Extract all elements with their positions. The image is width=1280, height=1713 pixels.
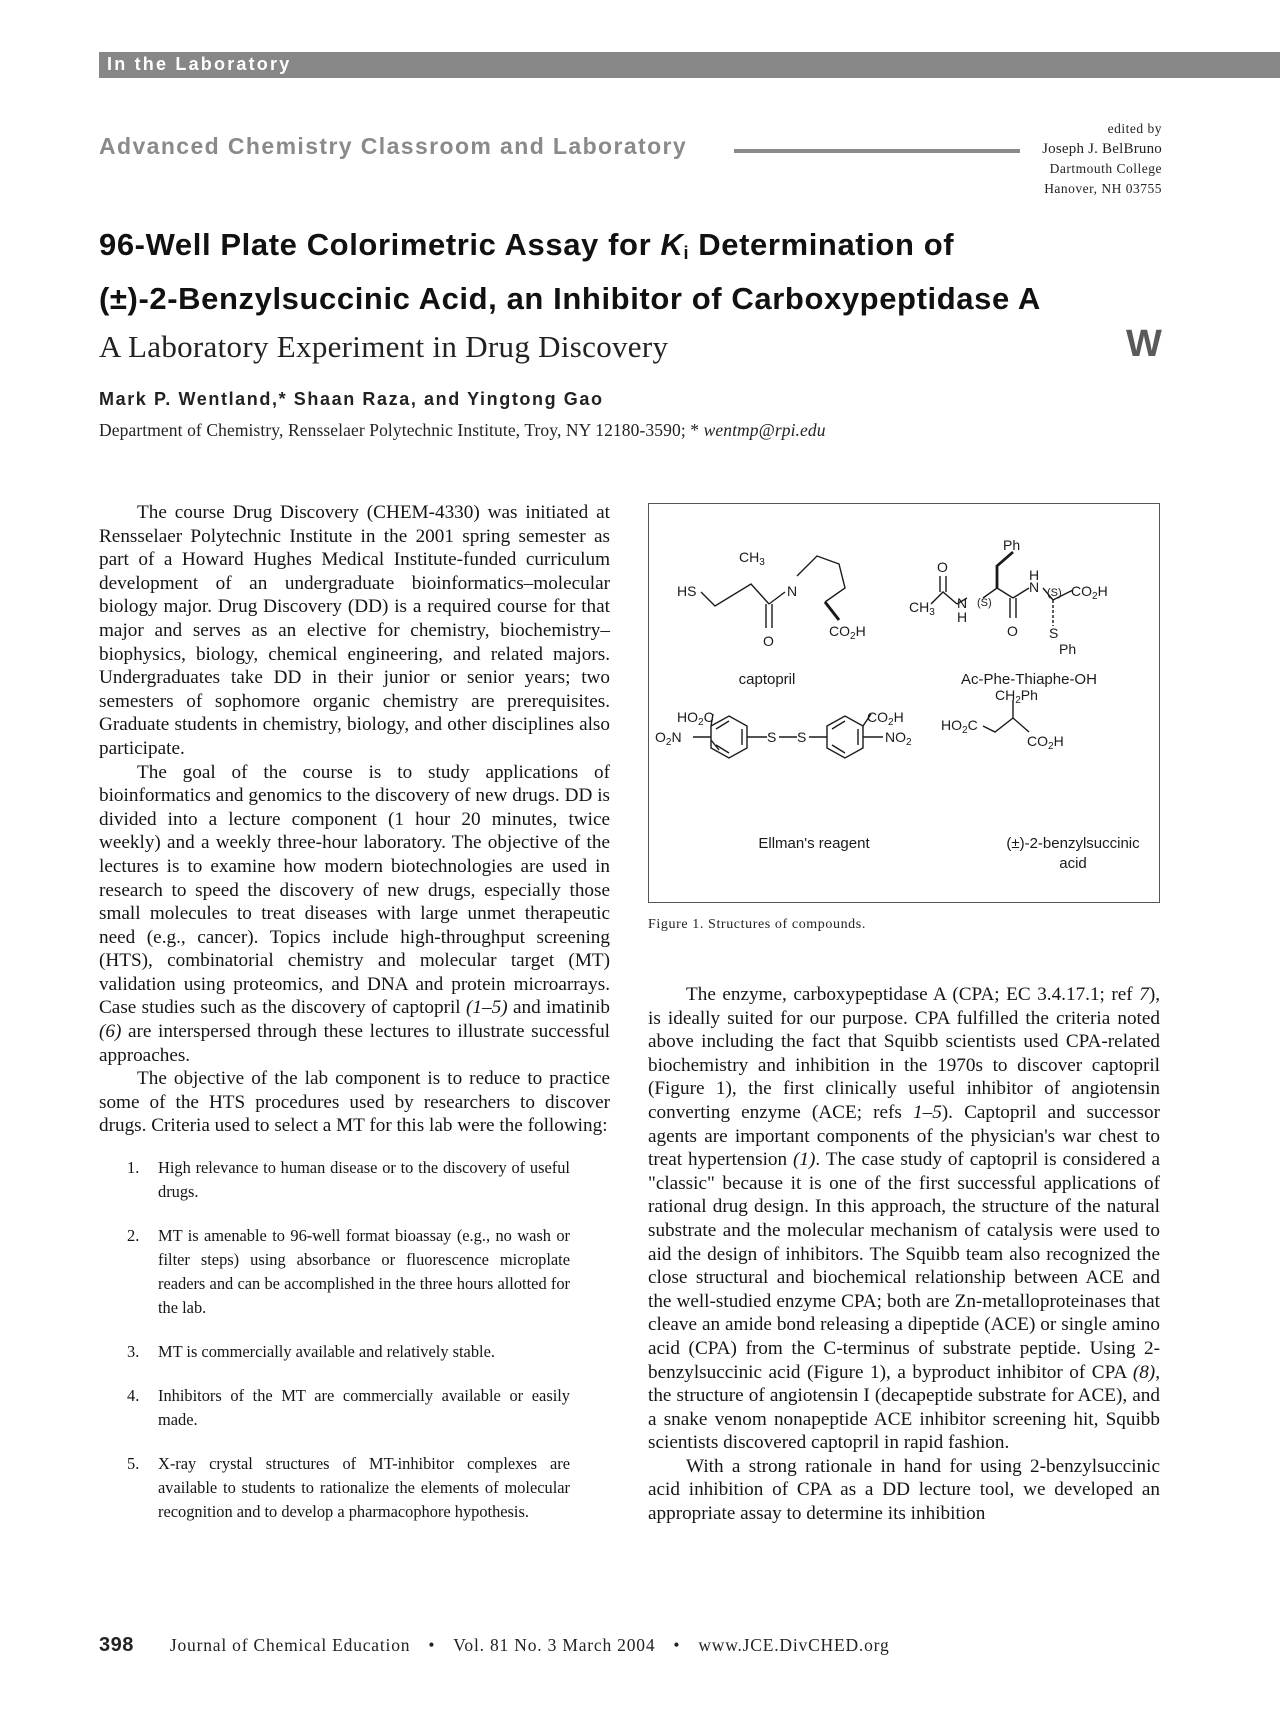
svg-text:CH2Ph: $CH_2Ph$: [995, 687, 1038, 706]
journal-url[interactable]: www.JCE.DivCHED.org: [698, 1635, 890, 1655]
label-captopril: captopril: [738, 671, 796, 688]
author-list: Mark P. Wentland,* Shaan Raza, and Yingtong Gao: [99, 389, 604, 409]
affiliation: [99, 420, 826, 441]
reference: (1–5): [466, 997, 508, 1019]
svg-text:CO2H: $CO_2H$: [867, 709, 904, 728]
page-number: 398: [99, 1634, 134, 1656]
label-ac-phe-thiaphe: Ac-Phe-Thiaphe-OH: [961, 671, 1097, 688]
label-ellman: Ellman's reagent: [758, 835, 870, 852]
author-email[interactable]: wentmp@rpi.edu: [703, 420, 826, 440]
svg-text:CO2H: $CO_2H$: [1071, 583, 1108, 602]
left-column: [99, 501, 610, 1544]
svg-text:H: H: [957, 609, 968, 625]
svg-text:S: S: [767, 729, 777, 745]
editor-name: Joseph J. BelBruno: [1042, 141, 1162, 157]
title-ki: K: [660, 227, 684, 262]
page-footer: [99, 1634, 890, 1657]
svg-text:S: S: [797, 729, 807, 745]
svg-text:CH3: $CH_3$: [909, 599, 935, 618]
reference: 7: [1139, 984, 1149, 1005]
article-subtitle: A Laboratory Experiment in Drug Discovery: [99, 329, 669, 364]
reference: 1–5: [913, 1101, 942, 1123]
svg-text:O: O: [763, 633, 774, 649]
svg-text:N: N: [1029, 579, 1040, 595]
footer-bullet: •: [673, 1635, 681, 1655]
title-ki-sub: i: [683, 243, 690, 263]
figure-caption: Figure 1. Structures of compounds.: [648, 917, 866, 932]
figure-1: [648, 503, 1160, 903]
paragraph: The course Drug Discovery (CHEM-4330) was initiated at Rensselaer Polytechnic Institute in the 2001 spring semester as part of a Howard Hughes Medical Institute-funded curriculum development of an undergraduate bioinformatics–molecular biology major. Drug Discovery (DD) is a required course for that major and serves as an elective for chemistry, biochemistry–biophysics, biology, chemical engineering, and related majors. Undergraduates take DD in their junior or senior years; two semesters of sophomore organic chemistry are prerequisites. Graduate students in chemistry, biology, and other disciplines also participate.: [99, 502, 610, 759]
svg-text:H: H: [1029, 567, 1040, 583]
reference: (1): [793, 1149, 816, 1171]
list-item: 5. X-ray crystal structures of MT-inhibitor complexes are available to students to rationalize the elements of molecular recognition and to develop a pharmacophore hypothesis.: [127, 1454, 570, 1522]
paragraph: The objective of the lab component is to reduce to practice some of the HTS procedures used by researchers to discover drugs. Criteria used to select a MT for this lab were the following:: [99, 1068, 610, 1137]
svg-text:HO2C: $HO_2C$: [677, 709, 714, 728]
svg-text:CO2H: $CO_2H$: [1027, 733, 1064, 752]
title-line-2: (±)-2-Benzylsuccinic Acid, an Inhibitor of Carboxypeptidase A: [99, 281, 1041, 316]
svg-text:(S): (S): [1047, 587, 1062, 599]
paragraph: With a strong rationale in hand for using 2-benzylsuccinic acid inhibition of CPA as a DD lecture tool, we developed an appropriate assay to determine its inhibition: [648, 1455, 1160, 1525]
svg-text:NO2: $NO_2$: [885, 729, 912, 748]
list-item: 4. Inhibitors of the MT are commercially available or easily made.: [127, 1386, 570, 1430]
footer-bullet: •: [428, 1635, 436, 1655]
chemical-structures: [649, 504, 1161, 904]
svg-text:HS: HS: [677, 583, 697, 599]
paragraph: The enzyme, carboxypeptidase A (CPA; EC 3.4.17.1; ref 7), is ideally suited for our purpose. CPA fulfilled the criteria noted above including the fact that Squibb scientists used CPA-related biochemistry and inhibition in the 1970s to discover captopril (Figure 1), the first clinically useful inhibitor of angiotensin converting enzyme (ACE; refs 1–5). Captopril and successor agents are important components of the physician's war chest to treat hypertension (1). The case study of captopril is considered a "classic" because it is one of the first successful applications of rational drug design. In this approach, the structure of the natural substrate and the molecular mechanism of catalysis were used to aid the design of inhibitors. The Squibb team also recognized the close structural and biochemical relationship between ACE and the well-studied enzyme CPA; both are Zn-metalloproteinases that cleave an amide bond releasing a dipeptide (ACE) or single amino acid (CPA) from the C-terminus of substrate peptide. Using 2-benzylsuccinic acid (Figure 1), a byproduct inhibitor of CPA (8), the structure of angiotensin I (decapeptide substrate for ACE), and a snake venom nonapeptide ACE inhibitor screening hit, Squibb scientists discovered captopril in rapid fashion.: [648, 984, 1161, 1454]
article-title: [99, 222, 1179, 322]
svg-text:HO2C: $HO_2C$: [941, 717, 978, 736]
criteria-list: [99, 1156, 610, 1524]
svg-text:CO2H: $CO_2H$: [829, 623, 866, 642]
title-part1: 96-Well Plate Colorimetric Assay for: [99, 227, 661, 262]
column-title: Advanced Chemistry Classroom and Laboratory: [99, 133, 688, 159]
svg-text:CH3: $CH_3$: [739, 549, 765, 568]
label-benzylsuccinic-line1: (±)-2-benzylsuccinic: [1006, 835, 1140, 852]
svg-text:N: N: [787, 583, 798, 599]
title-line-1: [99, 222, 1179, 276]
editor-address: Hanover, NH 03755: [1044, 181, 1162, 196]
title-part2: Determination of: [689, 227, 955, 262]
svg-text:(S): (S): [977, 597, 992, 609]
journal-name: Journal of Chemical Education: [169, 1635, 411, 1655]
svg-text:Ph: Ph: [1059, 641, 1077, 657]
affiliation-text: Department of Chemistry, Rensselaer Polytechnic Institute, Troy, NY 12180-3590; *: [99, 420, 704, 440]
list-item: 1. High relevance to human disease or to the discovery of useful drugs.: [127, 1158, 570, 1202]
svg-text:S: S: [1049, 625, 1059, 641]
web-supplement-icon: W: [1126, 323, 1162, 365]
svg-text:O: O: [1007, 623, 1018, 639]
journal-issue: Vol. 81 No. 3 March 2004: [453, 1635, 656, 1655]
label-benzylsuccinic-line2: acid: [1059, 855, 1087, 872]
reference: (6): [99, 1021, 122, 1043]
paragraph: The goal of the course is to study applications of bioinformatics and genomics to the discovery of new drugs. DD is divided into a lecture component (1 hour 20 minutes, twice weekly) and a weekly three-hour laboratory. The objective of the lectures is to examine how modern biotechnologies are used in research to speed the discovery of new drugs, especially those small molecules to treat diseases with large unmet therapeutic need (e.g., cancer). Topics include high-throughput screening (HTS), combinatorial chemistry and molecular target (MT) validation using proteomics, and DNA and protein microarrays. Case studies such as the discovery of captopril (1–5) and imatinib (6) are interspersed through these lectures to illustrate successful approaches.: [99, 761, 611, 1066]
list-item: 3. MT is commercially available and relatively stable.: [127, 1342, 495, 1362]
right-column: [648, 983, 1160, 1526]
list-item: 2. MT is amenable to 96-well format bioassay (e.g., no wash or filter steps) using absorbance or fluorescence microplate readers and can be accomplished in the three hours allotted for the lab.: [127, 1226, 570, 1318]
column-rule: [734, 149, 1020, 153]
svg-text:O: O: [937, 559, 948, 575]
editor-edited-by: edited by: [1107, 121, 1162, 136]
section-banner: [99, 52, 1280, 78]
editor-institution: Dartmouth College: [1049, 161, 1162, 176]
reference: (8): [1132, 1361, 1156, 1383]
svg-text:O2N: $O_2N$: [655, 729, 682, 748]
svg-text:N: N: [957, 595, 968, 611]
svg-text:Ph: Ph: [1003, 537, 1021, 553]
section-label: In the Laboratory: [107, 54, 292, 74]
editor-block: [1042, 119, 1162, 199]
